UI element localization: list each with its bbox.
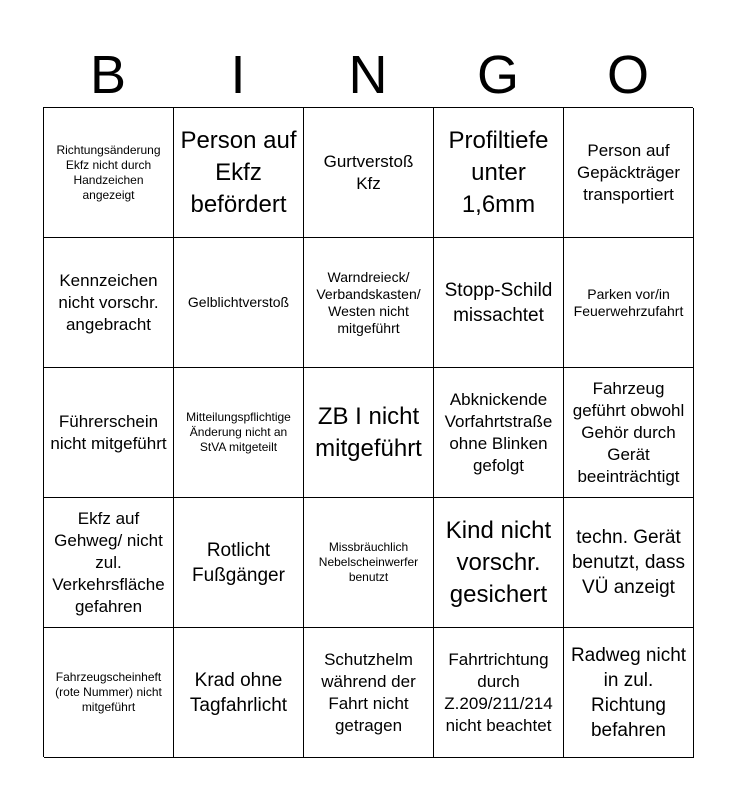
cell-text: Radweg nicht in zul. Richtung befahren [570,644,687,741]
bingo-cell[interactable] [434,628,564,758]
cell-text: Missbräuchlich Nebelscheinwerfer benutzt [318,540,419,584]
cell-text: Warndreieck/ Verbandskasten/ Westen nicht mitgeführt [316,268,421,336]
bingo-cell[interactable] [564,498,694,628]
cell-text: techn. Gerät benutzt, dass VÜ anzeigt [571,527,686,598]
bingo-cell[interactable] [564,108,694,238]
bingo-cell[interactable] [44,108,174,238]
bingo-grid [43,107,693,757]
cell-text: ZB I nicht mitgeführt [315,402,422,462]
header-letter-i: I [230,45,246,105]
bingo-cell[interactable] [44,628,174,758]
bingo-cell[interactable] [304,628,434,758]
bingo-cell[interactable] [44,368,174,498]
bingo-cell[interactable] [304,238,434,368]
bingo-cell[interactable] [434,238,564,368]
bingo-cell[interactable] [564,628,694,758]
bingo-cell[interactable] [564,368,694,498]
cell-text: Stopp-Schild missachtet [444,279,553,326]
bingo-cell[interactable] [434,498,564,628]
cell-text: Rotlicht Fußgänger [192,539,285,586]
header-letter-g: G [476,45,519,105]
cell-text: Richtungsänderung Ekfz nicht durch Handzeichen angezeigt [56,142,161,202]
cell-text: Mitteilungspflichtige Änderung nicht an StVA mitgeteilt [186,410,291,454]
bingo-cell[interactable] [304,108,434,238]
cell-text: Kennzeichen nicht vorschr. angebracht [58,270,159,334]
cell-text: Führerschein nicht mitgeführt [50,411,167,453]
cell-text: Fahrzeug geführt obwohl Gehör durch Gerät beeinträchtigt [572,378,685,486]
bingo-cell[interactable] [174,628,304,758]
bingo-cell[interactable] [304,368,434,498]
bingo-cell[interactable] [44,238,174,368]
cell-text: Person auf Ekfz befördert [180,126,297,218]
bingo-cell[interactable] [304,498,434,628]
bingo-cell[interactable] [44,498,174,628]
header-letter-b: B [89,45,127,105]
cell-text: Parken vor/in Feuerwehrzufahrt [573,285,684,319]
header-letter-o: O [606,45,649,105]
bingo-cell[interactable] [434,368,564,498]
bingo-cell[interactable] [174,498,304,628]
bingo-cell[interactable] [174,108,304,238]
cell-text: Gurtverstoß Kfz [323,151,414,193]
bingo-cell[interactable] [174,238,304,368]
cell-text: Krad ohne Tagfahrlicht [189,669,288,716]
cell-text: Gelblichtverstoß [187,294,290,310]
bingo-header [43,42,693,108]
cell-text: Profiltiefe unter 1,6mm [448,126,549,218]
cell-text: Kind nicht vorschr. gesichert [445,516,552,608]
cell-text: Abknickende Vorfahrtstraße ohne Blinken gefolgt [444,389,553,475]
bingo-cell[interactable] [174,368,304,498]
cell-text: Person auf Gepäckträger transportiert [577,140,680,204]
bingo-cell[interactable] [564,238,694,368]
cell-text: Schutzhelm während der Fahrt nicht getragen [321,649,416,735]
header-letter-n: N [348,45,388,105]
cell-text: Fahrzeugscheinheft (rote Nummer) nicht mitgeführt [55,670,162,714]
cell-text: Fahrtrichtung durch Z.209/211/214 nicht beachtet [444,649,553,735]
bingo-cell[interactable] [434,108,564,238]
cell-text: Ekfz auf Gehweg/ nicht zul. Verkehrsfläche gefahren [52,508,165,616]
